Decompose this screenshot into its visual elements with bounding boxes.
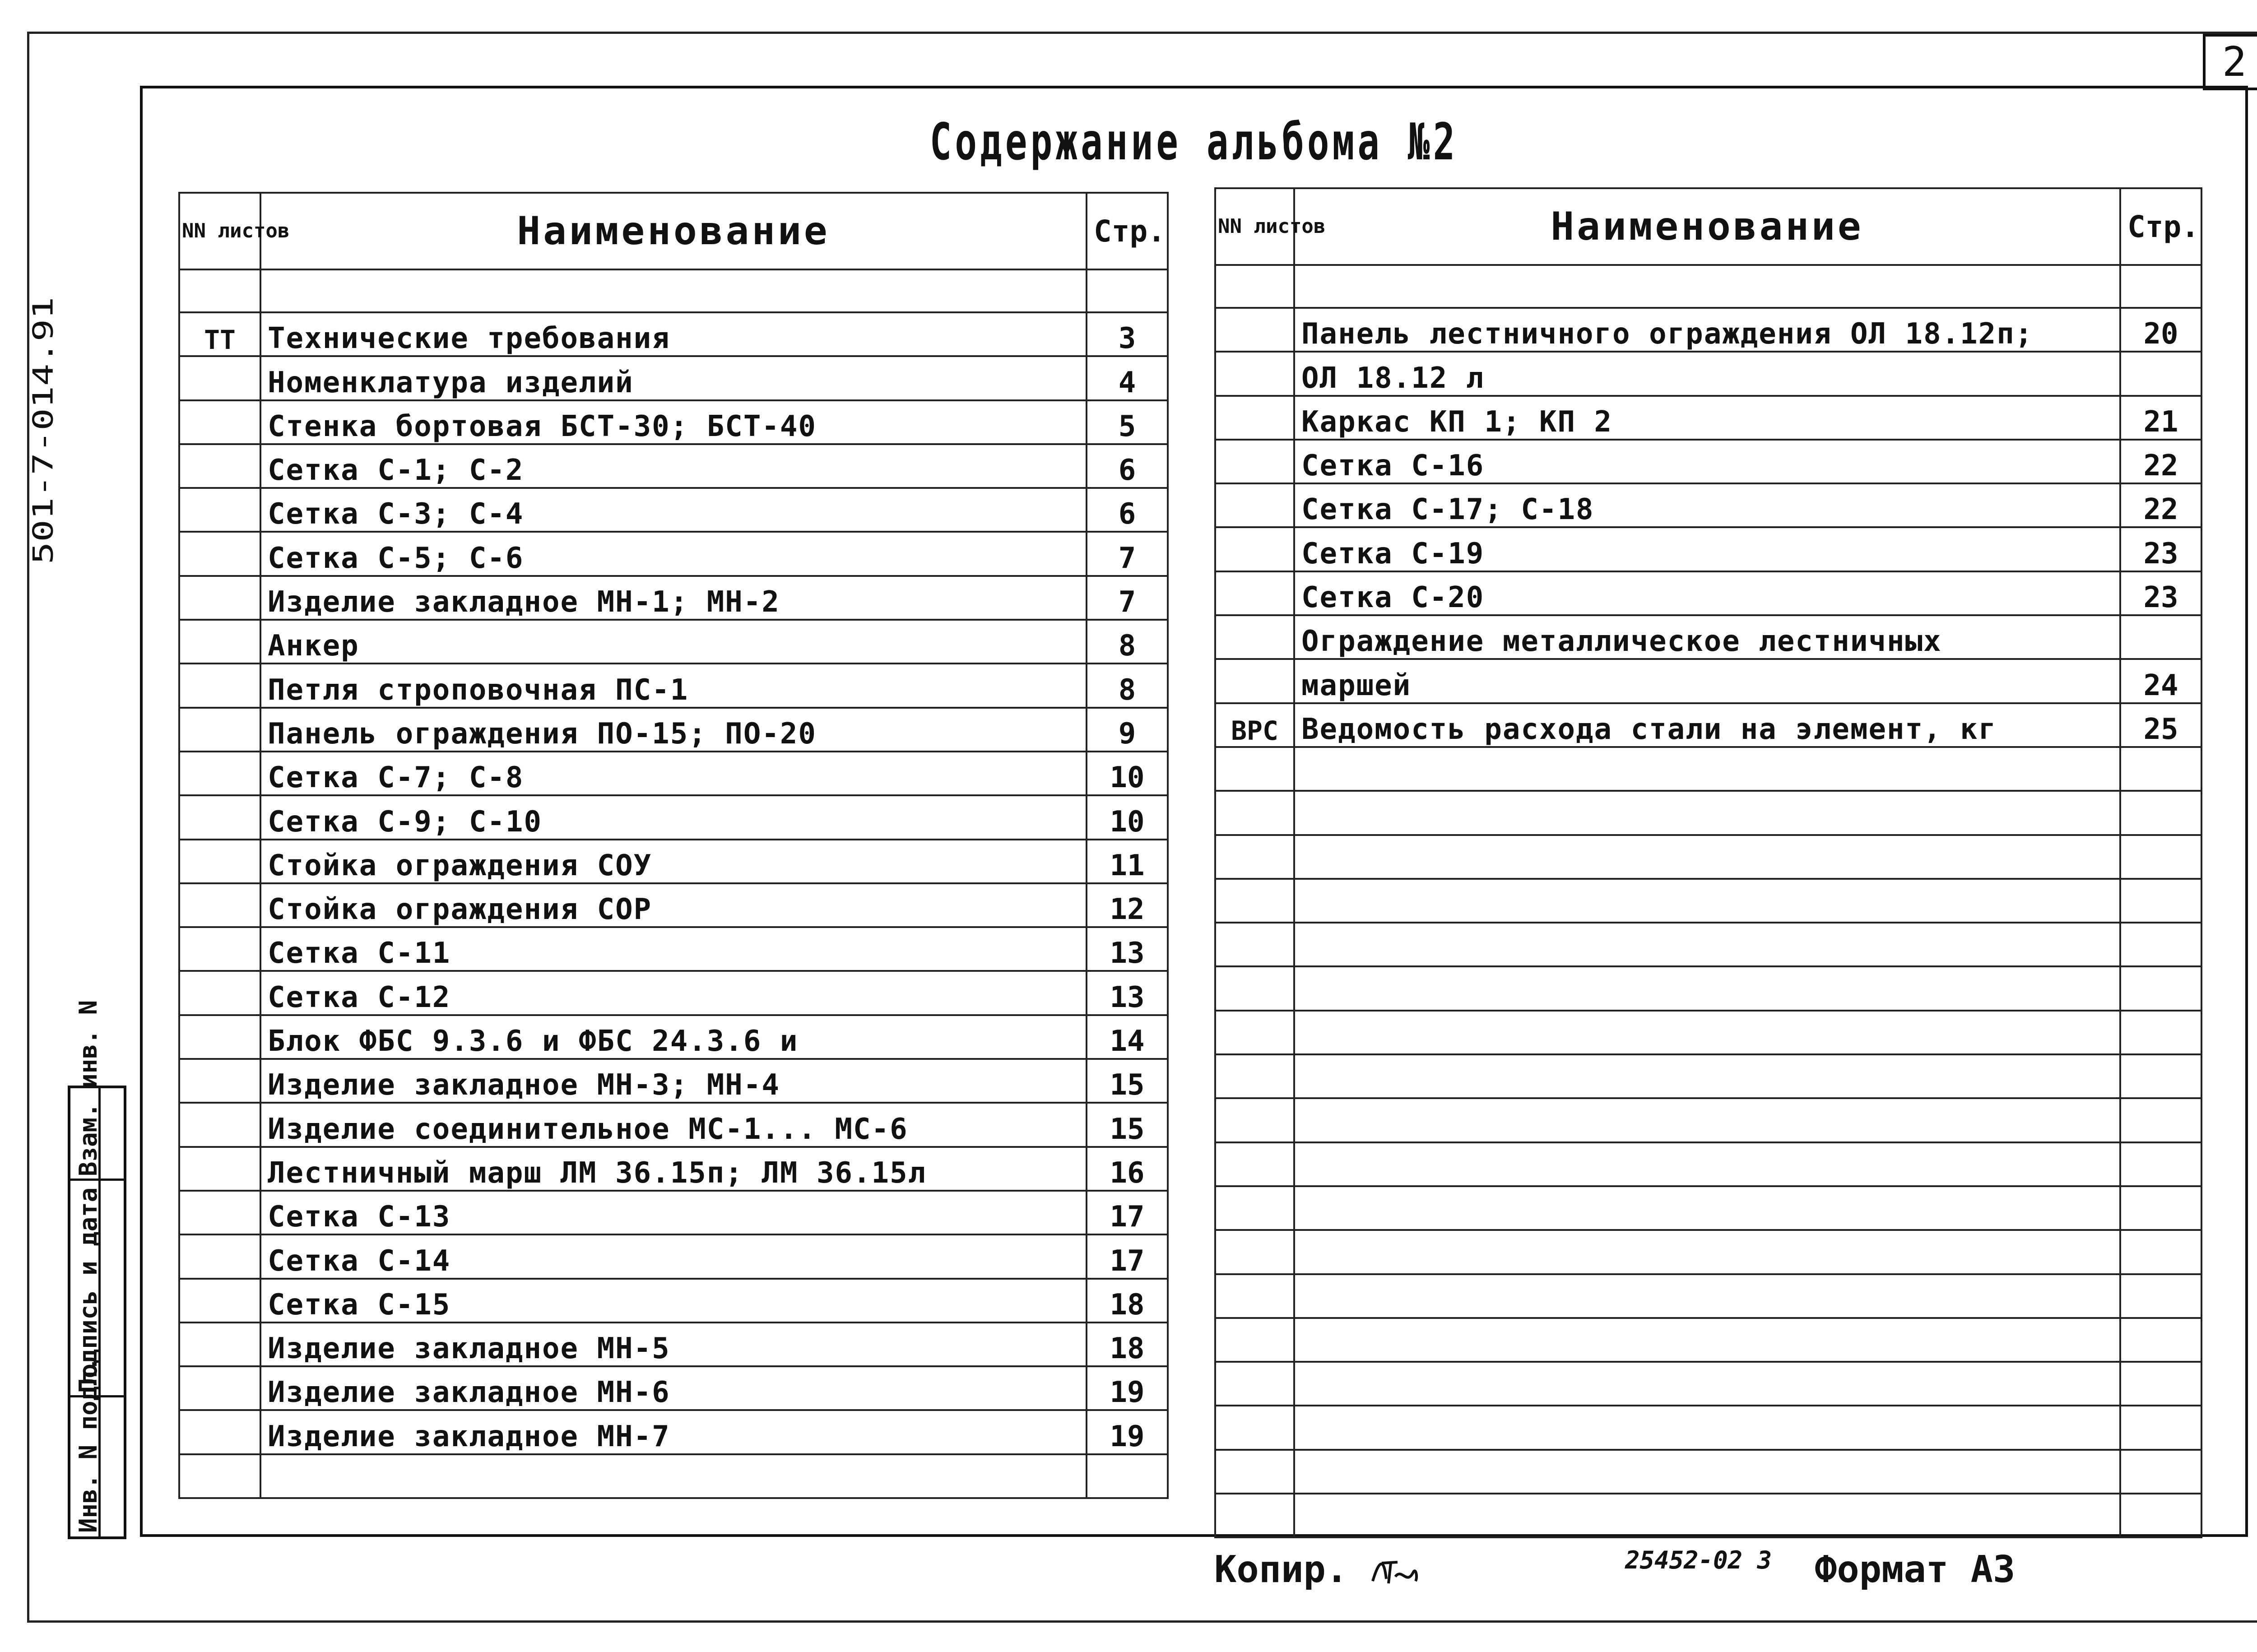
sheet-code-cell	[179, 1103, 260, 1146]
sheet-code-cell	[1215, 1494, 1294, 1537]
item-name-cell: Стойка ограждения СОУ	[260, 840, 1087, 883]
table-row	[179, 1279, 1168, 1323]
page-number-cell: 7	[1087, 532, 1168, 575]
approval-stamp	[68, 1000, 126, 1539]
page-number-cell	[2120, 1450, 2201, 1494]
table-row	[179, 752, 1168, 795]
header-page: Стр.	[2120, 188, 2201, 265]
page-number-cell	[2120, 1098, 2201, 1142]
page-number-cell	[2120, 1186, 2201, 1230]
table-row	[1215, 483, 2201, 527]
page-number-cell: 16	[1087, 1147, 1168, 1191]
page-number-cell	[2120, 879, 2201, 923]
sheet-code-cell	[1215, 1011, 1294, 1054]
page-number-cell: 13	[1087, 927, 1168, 971]
item-name-cell: Ограждение металлическое лестничных	[1294, 615, 2120, 659]
sheet-code-cell	[1215, 966, 1294, 1010]
item-name-cell: Изделие закладное МН-5	[260, 1323, 1087, 1366]
sheet-code-cell	[179, 840, 260, 883]
sheet-code-cell	[179, 488, 260, 532]
table-row	[179, 532, 1168, 575]
page-number-cell	[2120, 1494, 2201, 1537]
header-sheet-numbers: NN листов	[179, 193, 260, 269]
page-number-cell: 24	[2120, 659, 2201, 703]
page-number-cell	[2120, 1274, 2201, 1318]
sheet-code-cell	[1215, 791, 1294, 835]
header-sheet-numbers: NN листов	[1215, 188, 1294, 265]
stamp-cell-replace	[70, 1000, 124, 1181]
sheet-code-cell	[179, 444, 260, 488]
item-name-cell: Сетка С-11	[260, 927, 1087, 971]
sheet-code-cell	[1215, 1054, 1294, 1098]
page-number-cell	[2120, 352, 2201, 395]
item-name-cell	[1294, 1186, 2120, 1230]
item-name-cell	[1294, 879, 2120, 923]
table-row	[179, 444, 1168, 488]
table-row	[1215, 1494, 2201, 1537]
page-number-box	[2203, 34, 2257, 90]
table-row	[1215, 396, 2201, 440]
table-row	[179, 708, 1168, 752]
page-number-cell	[2120, 1406, 2201, 1449]
page-number-cell	[2120, 791, 2201, 835]
page-number-cell: 15	[1087, 1103, 1168, 1146]
item-name-cell	[1294, 1098, 2120, 1142]
table-row	[179, 840, 1168, 883]
sheet-code-cell	[1215, 1450, 1294, 1494]
sheet-code-cell: ВРС	[1215, 703, 1294, 747]
stamp-inventory-label: Инв. N подл.	[74, 1356, 102, 1533]
stamp-signature-label: Подпись и дата	[74, 1187, 102, 1393]
page-number-cell: 14	[1087, 1015, 1168, 1059]
sheet-code-cell	[1215, 747, 1294, 791]
page-number-cell: 15	[1087, 1059, 1168, 1103]
item-name-cell	[1294, 1142, 2120, 1186]
sheet-code-cell	[1215, 483, 1294, 527]
sheet-code-cell	[179, 708, 260, 752]
table-row	[1215, 1142, 2201, 1186]
page-number-cell: 5	[1087, 400, 1168, 444]
table-row	[1215, 527, 2201, 571]
table-row	[1215, 1406, 2201, 1449]
page-number-cell: 19	[1087, 1366, 1168, 1410]
table-row	[1215, 923, 2201, 966]
page-number-cell	[2120, 923, 2201, 966]
item-name-cell	[1294, 966, 2120, 1010]
sheet-code-cell	[179, 620, 260, 664]
item-name-cell	[1294, 1274, 2120, 1318]
sheet-code-cell	[179, 400, 260, 444]
header-name: Наименование	[260, 193, 1087, 269]
table-row	[1215, 835, 2201, 879]
table-row	[1215, 879, 2201, 923]
item-name-cell	[1294, 791, 2120, 835]
page-number-cell: 6	[1087, 444, 1168, 488]
item-name-cell: Петля строповочная ПС-1	[260, 664, 1087, 707]
sheet-code-cell	[1215, 396, 1294, 440]
sheet-code-cell	[1215, 1142, 1294, 1186]
table-header-row	[1215, 188, 2201, 265]
sheet-code-cell	[179, 795, 260, 839]
sheet-code-cell	[179, 532, 260, 575]
table-row	[1215, 703, 2201, 747]
item-name-cell	[1294, 1450, 2120, 1494]
page-number-cell: 23	[2120, 571, 2201, 615]
sheet-code-cell	[1215, 923, 1294, 966]
page-number-cell: 21	[2120, 396, 2201, 440]
sheet-code-cell	[1215, 835, 1294, 879]
sheet-code-cell	[1215, 352, 1294, 395]
item-name-cell	[1294, 1011, 2120, 1054]
item-name-cell	[1294, 923, 2120, 966]
table-row	[1215, 308, 2201, 352]
table-row	[1215, 747, 2201, 791]
item-name-cell	[1294, 1230, 2120, 1274]
sheet-code-cell	[1215, 1318, 1294, 1362]
footer-copy-mark	[1214, 1548, 1420, 1591]
table-row	[179, 576, 1168, 620]
table-row	[179, 1410, 1168, 1454]
table-row	[179, 1191, 1168, 1234]
item-name-cell: Сетка С-20	[1294, 571, 2120, 615]
sheet-code-cell	[179, 1191, 260, 1234]
item-name-cell: Изделие закладное МН-6	[260, 1366, 1087, 1410]
page-number-cell: 8	[1087, 664, 1168, 707]
table-row	[1215, 1450, 2201, 1494]
sheet-code-cell	[179, 883, 260, 927]
table-row	[1215, 571, 2201, 615]
page-number-cell	[2120, 1011, 2201, 1054]
sheet-code-cell	[179, 1410, 260, 1454]
item-name-cell: Блок ФБС 9.3.6 и ФБС 24.3.6 и	[260, 1015, 1087, 1059]
side-document-code: 501-7-014.91	[27, 297, 60, 564]
page-number-cell	[2120, 615, 2201, 659]
table-row	[1215, 1011, 2201, 1054]
item-name-cell: маршей	[1294, 659, 2120, 703]
sheet-code-cell	[1215, 1098, 1294, 1142]
item-name-cell: Анкер	[260, 620, 1087, 664]
page-number-cell: 17	[1087, 1234, 1168, 1278]
table-row	[179, 488, 1168, 532]
contents-table-right	[1214, 187, 2202, 1538]
table-row	[179, 1454, 1168, 1498]
sheet-code-cell	[179, 927, 260, 971]
page-number-cell: 18	[1087, 1323, 1168, 1366]
page-number-cell	[2120, 835, 2201, 879]
page-number-cell	[2120, 1318, 2201, 1362]
page-number-cell: 4	[1087, 356, 1168, 400]
sheet-code-cell	[1215, 440, 1294, 483]
table-row	[1215, 1274, 2201, 1318]
table-row	[179, 664, 1168, 707]
table-row	[1215, 1362, 2201, 1406]
item-name-cell: Сетка С-1; С-2	[260, 444, 1087, 488]
table-row	[179, 1147, 1168, 1191]
table-row	[179, 971, 1168, 1015]
footer-document-number: 25452-02 3	[1625, 1546, 1772, 1574]
item-name-cell	[1294, 1362, 2120, 1406]
table-row	[179, 795, 1168, 839]
sheet-code-cell	[1215, 308, 1294, 352]
table-row	[179, 1323, 1168, 1366]
page-number-cell: 6	[1087, 488, 1168, 532]
item-name-cell: ОЛ 18.12 л	[1294, 352, 2120, 395]
item-name-cell: Сетка С-12	[260, 971, 1087, 1015]
item-name-cell: Сетка С-17; С-18	[1294, 483, 2120, 527]
page-number-cell	[1087, 1454, 1168, 1498]
contents-table-left	[178, 192, 1169, 1499]
item-name-cell: Сетка С-13	[260, 1191, 1087, 1234]
header-name: Наименование	[1294, 188, 2120, 265]
table-row	[1215, 440, 2201, 483]
footer-copy-label: Копир.	[1214, 1548, 1348, 1591]
item-name-cell: Сетка С-15	[260, 1279, 1087, 1323]
page-number-cell: 10	[1087, 752, 1168, 795]
sheet-code-cell	[1215, 879, 1294, 923]
table-row	[1215, 615, 2201, 659]
item-name-cell: Изделие соединительное МС-1... МС-6	[260, 1103, 1087, 1146]
page-number-cell: 13	[1087, 971, 1168, 1015]
sheet-code-cell: ТТ	[179, 312, 260, 356]
page-number-cell	[2120, 747, 2201, 791]
sheet-code-cell	[179, 1234, 260, 1278]
sheet-code-cell	[179, 1059, 260, 1103]
item-name-cell: Изделие закладное МН-3; МН-4	[260, 1059, 1087, 1103]
page-number-cell: 7	[1087, 576, 1168, 620]
page-number-cell	[2120, 1362, 2201, 1406]
table-row	[179, 1234, 1168, 1278]
sheet-code-cell	[1215, 1274, 1294, 1318]
page-number-cell: 18	[1087, 1279, 1168, 1323]
item-name-cell: Сетка С-3; С-4	[260, 488, 1087, 532]
sheet-code-cell	[179, 971, 260, 1015]
table-spacer-row	[179, 269, 1168, 312]
item-name-cell	[260, 1454, 1087, 1498]
page-number-cell: 17	[1087, 1191, 1168, 1234]
sheet-code-cell	[1215, 615, 1294, 659]
page-number-cell: 25	[2120, 703, 2201, 747]
sheet-code-cell	[179, 1279, 260, 1323]
table-row	[179, 1015, 1168, 1059]
item-name-cell: Изделие закладное МН-1; МН-2	[260, 576, 1087, 620]
copyist-signature-icon	[1370, 1554, 1420, 1590]
sheet-code-cell	[1215, 1186, 1294, 1230]
sheet-code-cell	[1215, 1362, 1294, 1406]
item-name-cell	[1294, 1054, 2120, 1098]
table-row	[179, 927, 1168, 971]
table-row	[179, 312, 1168, 356]
page-number-cell	[2120, 966, 2201, 1010]
table-row	[179, 620, 1168, 664]
sheet-code-cell	[179, 1454, 260, 1498]
page-number-cell: 10	[1087, 795, 1168, 839]
page-number: 2	[2222, 38, 2247, 86]
header-page: Стр.	[1087, 193, 1168, 269]
table-row	[1215, 1318, 2201, 1362]
sheet-code-cell	[179, 356, 260, 400]
sheet-code-cell	[179, 1366, 260, 1410]
page-number-cell: 9	[1087, 708, 1168, 752]
sheet-code-cell	[179, 1015, 260, 1059]
page-number-cell: 11	[1087, 840, 1168, 883]
page-number-cell: 8	[1087, 620, 1168, 664]
stamp-cell-inventory	[70, 1356, 124, 1536]
table-row	[1215, 659, 2201, 703]
table-header-row	[179, 193, 1168, 269]
item-name-cell	[1294, 1494, 2120, 1537]
sheet-code-cell	[1215, 659, 1294, 703]
item-name-cell: Лестничный марш ЛМ 36.15п; ЛМ 36.15л	[260, 1147, 1087, 1191]
sheet-code-cell	[1215, 571, 1294, 615]
item-name-cell: Панель ограждения ПО-15; ПО-20	[260, 708, 1087, 752]
table-spacer-row	[1215, 265, 2201, 308]
page-number-cell	[2120, 1142, 2201, 1186]
table-row	[179, 400, 1168, 444]
stamp-replace-label: Взам. инв. N	[74, 1000, 102, 1176]
table-row	[1215, 791, 2201, 835]
page-number-cell: 23	[2120, 527, 2201, 571]
item-name-cell: Сетка С-5; С-6	[260, 532, 1087, 575]
sheet-code-cell	[179, 752, 260, 795]
page-title: Содержание альбома №2	[929, 113, 1458, 172]
page-number-cell: 3	[1087, 312, 1168, 356]
table-row	[1215, 1054, 2201, 1098]
item-name-cell: Сетка С-16	[1294, 440, 2120, 483]
footer-format: Формат А3	[1815, 1548, 2016, 1591]
table-row	[1215, 352, 2201, 395]
page-number-cell	[2120, 1230, 2201, 1274]
item-name-cell	[1294, 747, 2120, 791]
page-number-cell: 22	[2120, 483, 2201, 527]
item-name-cell: Технические требования	[260, 312, 1087, 356]
item-name-cell: Сетка С-14	[260, 1234, 1087, 1278]
page-number-cell: 22	[2120, 440, 2201, 483]
sheet-code-cell	[179, 664, 260, 707]
item-name-cell: Изделие закладное МН-7	[260, 1410, 1087, 1454]
item-name-cell: Стенка бортовая БСТ-30; БСТ-40	[260, 400, 1087, 444]
item-name-cell	[1294, 1318, 2120, 1362]
item-name-cell: Ведомость расхода стали на элемент, кг	[1294, 703, 2120, 747]
page-number-cell: 19	[1087, 1410, 1168, 1454]
sheet-code-cell	[1215, 1406, 1294, 1449]
item-name-cell: Сетка С-19	[1294, 527, 2120, 571]
table-row	[179, 1103, 1168, 1146]
page-number-cell: 20	[2120, 308, 2201, 352]
item-name-cell: Сетка С-7; С-8	[260, 752, 1087, 795]
sheet-code-cell	[1215, 527, 1294, 571]
page-number-cell	[2120, 1054, 2201, 1098]
sheet-code-cell	[1215, 1230, 1294, 1274]
item-name-cell: Панель лестничного ограждения ОЛ 18.12п;	[1294, 308, 2120, 352]
table-row	[179, 1366, 1168, 1410]
item-name-cell	[1294, 835, 2120, 879]
sheet-code-cell	[179, 1323, 260, 1366]
table-row	[1215, 966, 2201, 1010]
item-name-cell: Номенклатура изделий	[260, 356, 1087, 400]
item-name-cell	[1294, 1406, 2120, 1449]
sheet-code-cell	[179, 576, 260, 620]
page-number-cell: 12	[1087, 883, 1168, 927]
table-row	[1215, 1186, 2201, 1230]
item-name-cell: Каркас КП 1; КП 2	[1294, 396, 2120, 440]
table-row	[1215, 1098, 2201, 1142]
table-row	[179, 1059, 1168, 1103]
table-row	[1215, 1230, 2201, 1274]
table-row	[179, 356, 1168, 400]
item-name-cell: Стойка ограждения СОР	[260, 883, 1087, 927]
table-row	[179, 883, 1168, 927]
item-name-cell: Сетка С-9; С-10	[260, 795, 1087, 839]
sheet-code-cell	[179, 1147, 260, 1191]
